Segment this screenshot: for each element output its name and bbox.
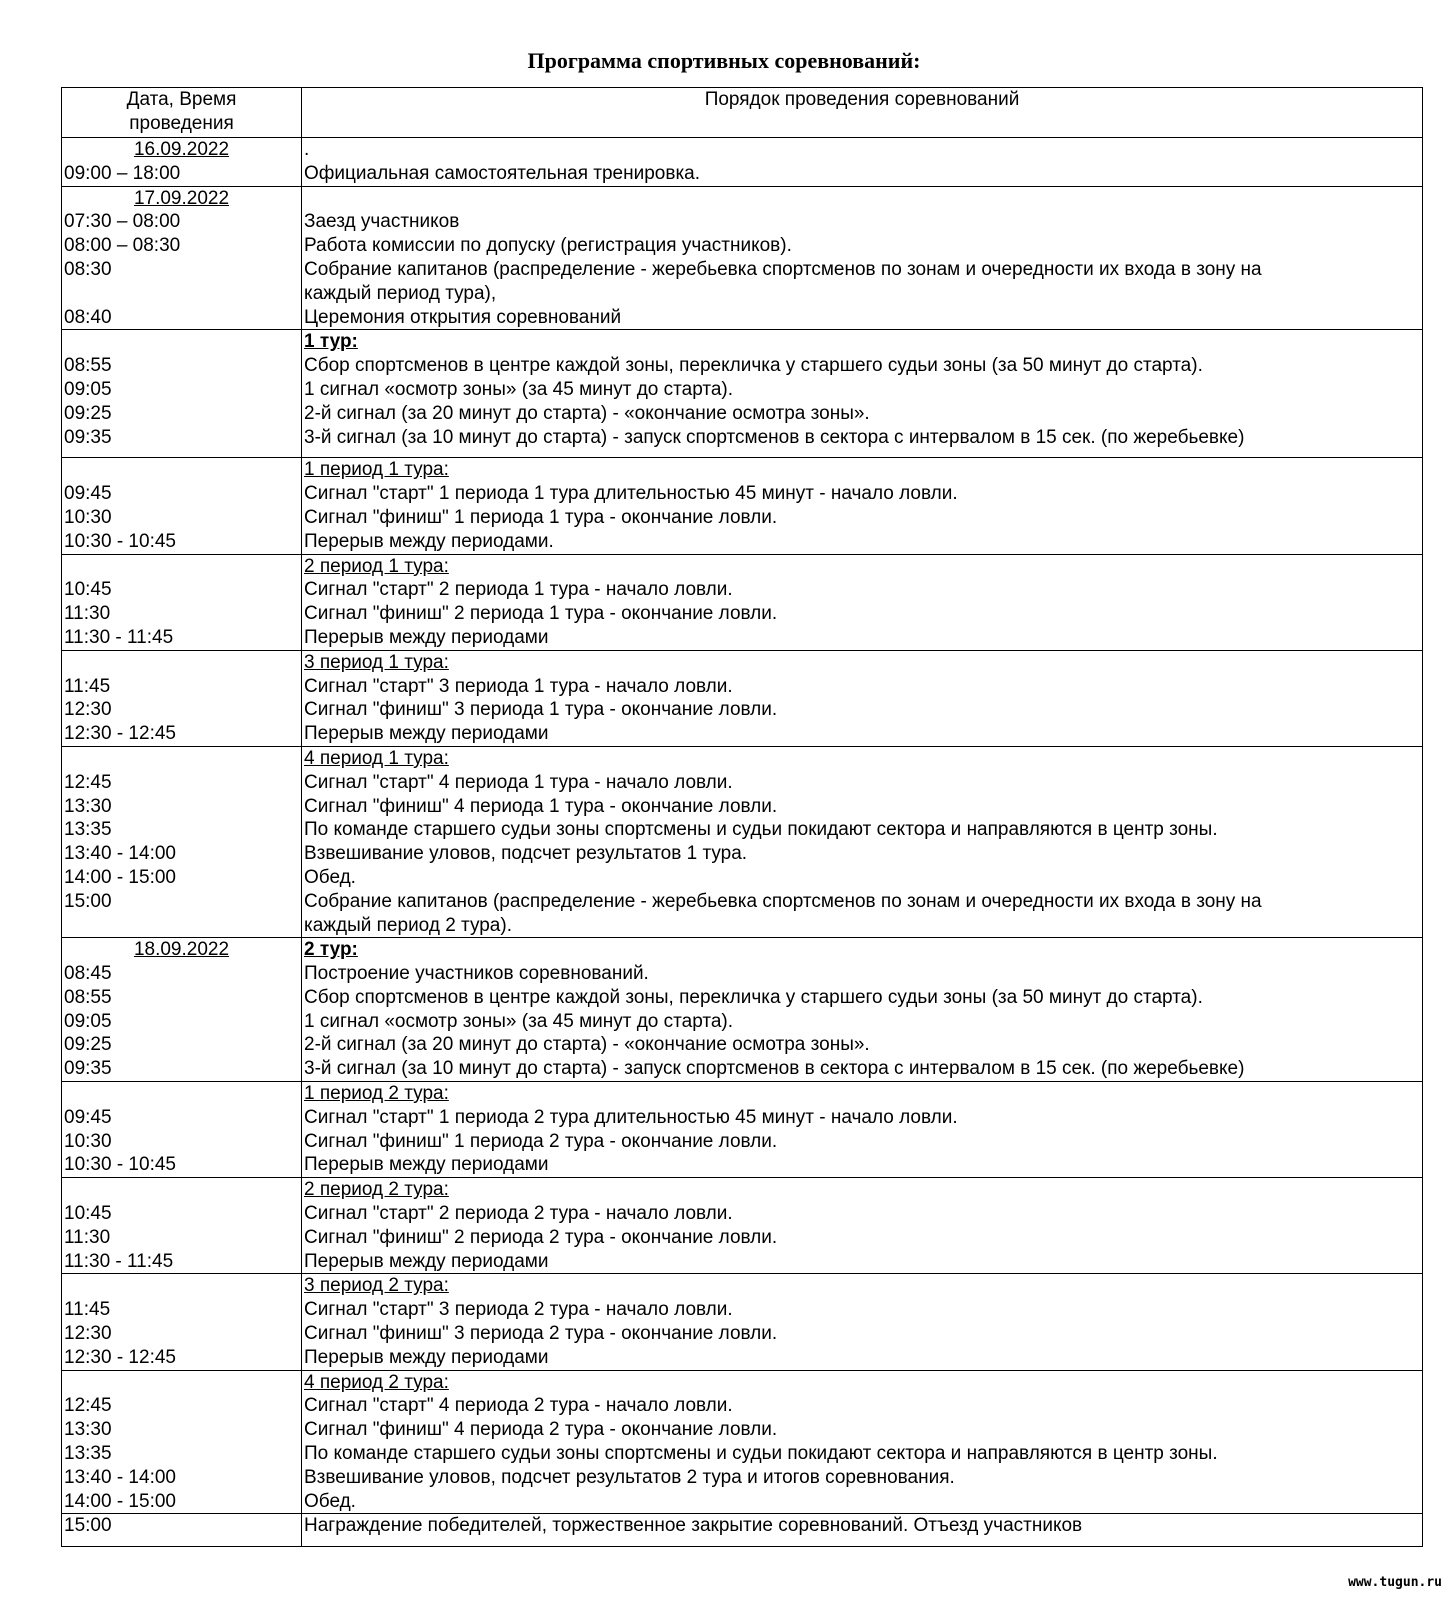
header-date-time-line1: Дата, Время [126, 89, 237, 110]
time-cell [62, 458, 302, 554]
time-cell [62, 554, 302, 650]
event-cell [302, 1514, 1423, 1547]
table-header-row [62, 88, 1423, 138]
time-label: 09:00 – 18:00 [64, 162, 181, 184]
event-text: Перерыв между периодами [304, 626, 549, 648]
cell-spacer [304, 1538, 1420, 1546]
event-text: Сигнал "финиш" 2 периода 1 тура - окончание ловли. [304, 603, 778, 625]
schedule-row [62, 746, 1423, 937]
schedule-row [62, 186, 1423, 330]
event-text: Сигнал "финиш" 1 периода 1 тура - окончание ловли. [304, 506, 778, 528]
section-heading: 1 тур: [304, 331, 358, 353]
event-cell [302, 458, 1423, 554]
event-text: Сигнал "старт" 1 периода 1 тура длительностью 45 минут - начало ловли. [304, 483, 958, 505]
event-text: Перерыв между периодами [304, 723, 549, 745]
event-cell [302, 746, 1423, 937]
time-label: 09:05 [64, 378, 112, 400]
time-label: 11:30 [64, 603, 111, 625]
time-label: 09:35 [64, 1058, 112, 1080]
event-text: Работа комиссии по допуску (регистрация участников). [304, 235, 792, 257]
event-text: Сигнал "финиш" 4 периода 1 тура - окончание ловли. [304, 795, 778, 817]
time-label: 12:45 [64, 1395, 112, 1417]
event-cell [302, 938, 1423, 1082]
time-label: 11:30 - 11:45 [64, 1250, 174, 1272]
event-cell [302, 138, 1423, 187]
event-text: Построение участников соревнований. [304, 963, 649, 985]
event-text: Сигнал "старт" 3 периода 1 тура - начало ловли. [304, 675, 733, 697]
time-label: 10:30 [64, 506, 112, 528]
event-cell [302, 650, 1423, 746]
cell-spacer [64, 449, 299, 457]
time-label: 08:55 [64, 986, 112, 1008]
time-label: 12:30 [64, 1323, 112, 1345]
event-cell [302, 1178, 1423, 1274]
time-label: 08:30 [64, 258, 112, 280]
time-label [64, 330, 299, 354]
time-label [64, 914, 299, 938]
time-cell [62, 1514, 302, 1547]
event-text: Сигнал "старт" 2 периода 2 тура - начало ловли. [304, 1203, 733, 1225]
time-cell [62, 1274, 302, 1370]
event-text: По команде старшего судьи зоны спортсмены и судьи покидают сектора и направляются в центр зоны. [304, 1443, 1218, 1465]
page-title: Программа спортивных соревнований: [527, 48, 921, 73]
section-heading: 2 период 2 тура: [304, 1179, 449, 1201]
time-cell [62, 746, 302, 937]
event-cell [302, 1274, 1423, 1370]
time-label [64, 651, 299, 675]
schedule-row [62, 138, 1423, 187]
schedule-row [62, 938, 1423, 1082]
time-label: 09:05 [64, 1010, 112, 1032]
event-text: Официальная самостоятельная тренировка. [304, 162, 701, 184]
schedule-row [62, 1274, 1423, 1370]
time-cell [62, 138, 302, 187]
event-text: Собрание капитанов (распределение - жеребьевка спортсменов по зонам и очередности их входа в зону на [304, 258, 1262, 280]
time-label: 10:45 [64, 579, 112, 601]
date-label: 18.09.2022 [133, 939, 230, 961]
event-text: Обед. [304, 1490, 356, 1512]
event-text: Церемония открытия соревнований [304, 306, 622, 328]
time-label: 10:45 [64, 1203, 112, 1225]
time-cell [62, 1082, 302, 1178]
event-text: Награждение победителей, торжественное закрытие соревнований. Отъезд участников [304, 1515, 1083, 1537]
time-label: 08:55 [64, 355, 112, 377]
time-label: 12:45 [64, 771, 112, 793]
time-label: 15:00 [64, 1515, 112, 1537]
time-label [64, 747, 299, 771]
time-label: 13:40 - 14:00 [64, 1466, 176, 1488]
section-heading: 1 период 2 тура: [304, 1083, 449, 1105]
time-cell [62, 938, 302, 1082]
time-label: 15:00 [64, 890, 112, 912]
event-text: каждый период тура), [304, 282, 497, 304]
event-cell [302, 1082, 1423, 1178]
time-label: 09:35 [64, 426, 112, 448]
time-label: 13:40 - 14:00 [64, 843, 176, 865]
section-heading: 3 период 2 тура: [304, 1275, 449, 1297]
section-heading: 2 период 1 тура: [304, 555, 449, 577]
time-label [64, 282, 299, 306]
schedule-row [62, 554, 1423, 650]
event-cell [302, 330, 1423, 458]
section-heading: 1 период 1 тура: [304, 459, 449, 481]
event-text: Сигнал "финиш" 4 периода 2 тура - окончание ловли. [304, 1419, 778, 1441]
cell-spacer [304, 449, 1420, 457]
schedule-row [62, 650, 1423, 746]
event-text: Взвешивание уловов, подсчет результатов 1 тура. [304, 843, 748, 865]
time-label: 12:30 - 12:45 [64, 1346, 176, 1368]
cell-spacer [64, 1538, 299, 1546]
section-heading: 2 тур: [304, 939, 358, 961]
schedule-table [61, 87, 1423, 1547]
time-label: 13:30 [64, 795, 112, 817]
date-label: 16.09.2022 [133, 139, 230, 160]
event-text: 3-й сигнал (за 10 минут до старта) - запуск спортсменов в сектора с интервалом в 15 сек. (по жеребьевке) [304, 1058, 1245, 1080]
event-text: Перерыв между периодами [304, 1154, 549, 1176]
event-text: 2-й сигнал (за 20 минут до старта) - «окончание осмотра зоны». [304, 1034, 870, 1056]
event-text: Сигнал "финиш" 1 периода 2 тура - окончание ловли. [304, 1130, 778, 1152]
event-cell [302, 554, 1423, 650]
schedule-row [62, 458, 1423, 554]
event-text: Заезд участников [304, 211, 460, 233]
time-label: 11:30 - 11:45 [64, 626, 174, 648]
time-label: 08:40 [64, 306, 112, 328]
event-text: Сигнал "финиш" 3 периода 2 тура - окончание ловли. [304, 1323, 778, 1345]
time-label: 11:45 [64, 1299, 111, 1321]
event-text [304, 187, 1420, 211]
time-label [64, 1371, 299, 1395]
time-label: 12:30 [64, 699, 112, 721]
event-text: Перерыв между периодами [304, 1250, 549, 1272]
event-text: каждый период 2 тура). [304, 914, 512, 936]
time-label: 14:00 - 15:00 [64, 866, 176, 888]
section-heading: 4 период 2 тура: [304, 1371, 449, 1393]
time-label: 13:30 [64, 1419, 112, 1441]
time-label [64, 1274, 299, 1298]
time-label: 14:00 - 15:00 [64, 1490, 176, 1512]
schedule-row [62, 1082, 1423, 1178]
time-label: 11:45 [64, 675, 111, 697]
header-procedure [302, 88, 1423, 138]
event-text: Сбор спортсменов в центре каждой зоны, перекличка у старшего судьи зоны (за 50 минут до старта). [304, 986, 1203, 1008]
event-text: Собрание капитанов (распределение - жеребьевка спортсменов по зонам и очередности их входа в зону на [304, 890, 1262, 912]
schedule-row [62, 1370, 1423, 1514]
section-heading: 4 период 1 тура: [304, 747, 449, 769]
date-label: 17.09.2022 [133, 187, 230, 209]
time-label: 09:45 [64, 1106, 112, 1128]
time-label: 08:45 [64, 963, 112, 985]
time-label: 10:30 [64, 1130, 112, 1152]
time-label [64, 1082, 299, 1106]
watermark: www.tugun.ru [1348, 1575, 1442, 1590]
time-label: 13:35 [64, 1443, 112, 1465]
event-text: Сигнал "старт" 3 периода 2 тура - начало ловли. [304, 1299, 733, 1321]
time-cell [62, 650, 302, 746]
event-text: 1 сигнал «осмотр зоны» (за 45 минут до старта). [304, 378, 734, 400]
time-cell [62, 1178, 302, 1274]
time-label [64, 458, 299, 482]
event-text: Сигнал "старт" 1 периода 2 тура длительностью 45 минут - начало ловли. [304, 1106, 958, 1128]
event-text: 3-й сигнал (за 10 минут до старта) - запуск спортсменов в сектора с интервалом в 15 сек. (по жеребьевке) [304, 426, 1245, 448]
header-procedure-label: Порядок проведения соревнований [704, 89, 1020, 110]
time-label: 09:25 [64, 1034, 112, 1056]
time-cell [62, 1370, 302, 1514]
time-label: 09:45 [64, 483, 112, 505]
schedule-row [62, 1514, 1423, 1547]
event-text: Взвешивание уловов, подсчет результатов 2 тура и итогов соревнования. [304, 1466, 955, 1488]
time-label: 09:25 [64, 402, 112, 424]
header-date-time-line2: проведения [129, 112, 234, 134]
time-label: 11:30 [64, 1226, 111, 1248]
event-text: Сбор спортсменов в центре каждой зоны, перекличка у старшего судьи зоны (за 50 минут до старта). [304, 355, 1203, 377]
time-label: 07:30 – 08:00 [64, 211, 181, 233]
event-text: Перерыв между периодами. [304, 530, 554, 552]
time-label [64, 555, 299, 579]
event-text: По команде старшего судьи зоны спортсмены и судьи покидают сектора и направляются в центр зоны. [304, 819, 1218, 841]
time-cell [62, 330, 302, 458]
event-text: Сигнал "финиш" 3 периода 1 тура - окончание ловли. [304, 699, 778, 721]
event-text: Обед. [304, 866, 356, 888]
event-text: . [304, 139, 310, 160]
schedule-row [62, 330, 1423, 458]
schedule-row [62, 1178, 1423, 1274]
event-text: 2-й сигнал (за 20 минут до старта) - «окончание осмотра зоны». [304, 402, 870, 424]
time-label: 12:30 - 12:45 [64, 723, 176, 745]
time-label: 08:00 – 08:30 [64, 235, 181, 257]
event-text: 1 сигнал «осмотр зоны» (за 45 минут до старта). [304, 1010, 734, 1032]
time-cell [62, 186, 302, 330]
event-text: Сигнал "старт" 4 периода 1 тура - начало ловли. [304, 771, 733, 793]
time-label: 13:35 [64, 819, 112, 841]
event-text: Сигнал "старт" 4 периода 2 тура - начало ловли. [304, 1395, 733, 1417]
time-label: 10:30 - 10:45 [64, 1154, 176, 1176]
time-label: 10:30 - 10:45 [64, 530, 176, 552]
event-cell [302, 1370, 1423, 1514]
event-text: Сигнал "старт" 2 периода 1 тура - начало ловли. [304, 579, 733, 601]
event-cell [302, 186, 1423, 330]
event-text: Перерыв между периодами [304, 1346, 549, 1368]
event-text: Сигнал "финиш" 2 периода 2 тура - окончание ловли. [304, 1226, 778, 1248]
section-heading: 3 период 1 тура: [304, 651, 449, 673]
time-label [64, 1178, 299, 1202]
header-date-time [62, 88, 302, 138]
